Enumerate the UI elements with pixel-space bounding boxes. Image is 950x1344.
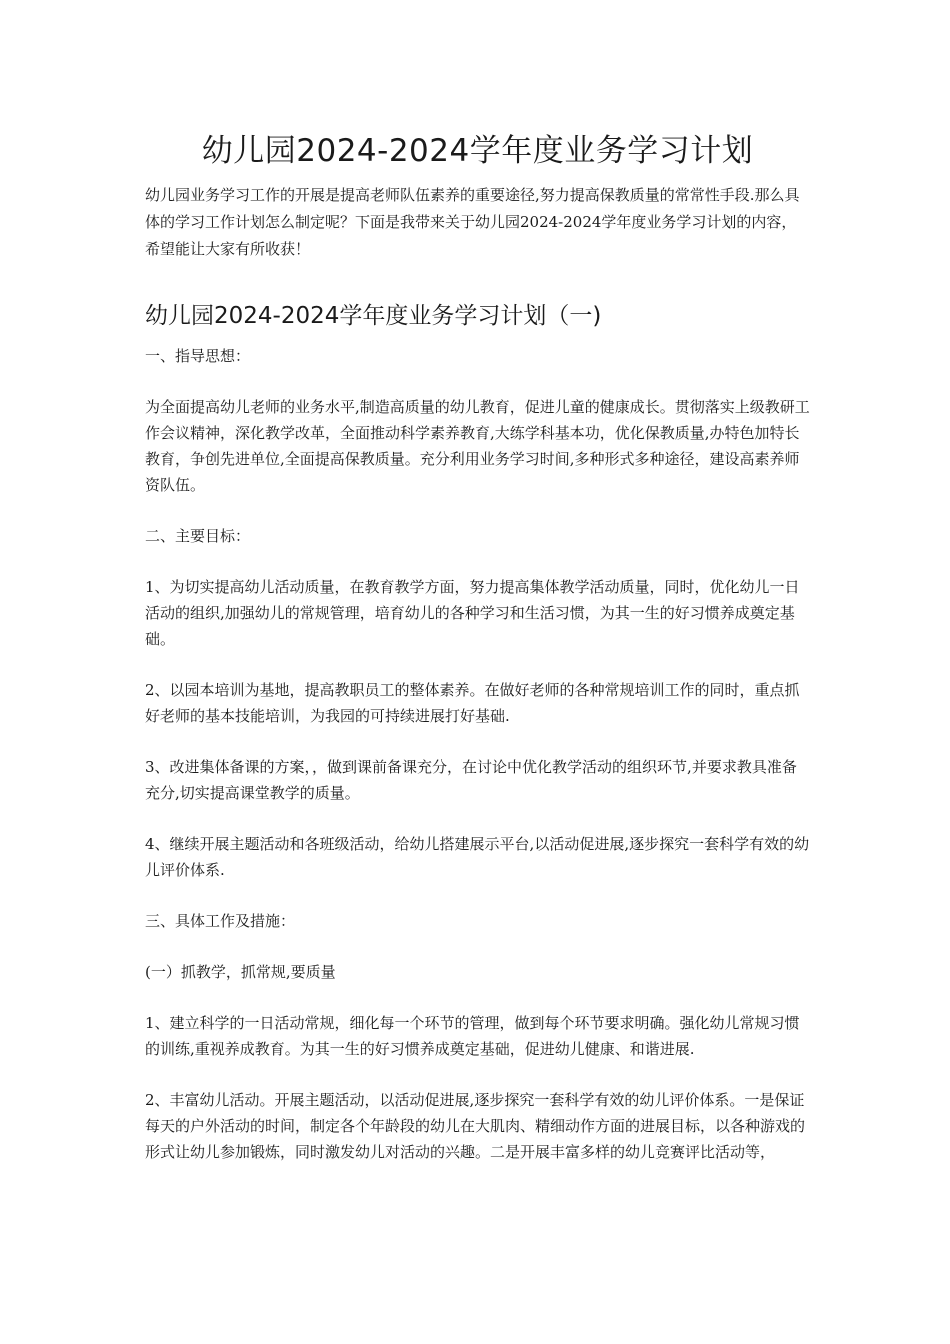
measure-item-1: 1、建立科学的一日活动常规，细化每一个环节的管理，做到每个环节要求明确。强化幼儿常规习惯的训练,重视养成教育。为其一生的好习惯养成奠定基础，促进幼儿健康、和谐进展.: [145, 1014, 800, 1058]
goal-item-2: 2、以园本培训为基地，提高教职员工的整体素养。在做好老师的各种常规培训工作的同时，重点抓好老师的基本技能培训，为我园的可持续进展打好基础.: [145, 681, 800, 725]
heading-main-goals: 二、主要目标：: [145, 527, 251, 545]
goal-item-3: 3、改进集体备课的方案，，做到课前备课充分，在讨论中优化教学活动的组织环节,并要求教具准备充分,切实提高课堂教学的质量。: [145, 758, 797, 802]
goal-item-1: 1、为切实提高幼儿活动质量，在教育教学方面，努力提高集体教学活动质量，同时，优化幼儿一日活动的组织,加强幼儿的常规管理，培育幼儿的各种学习和生活习惯，为其一生的好习惯养成奠定基础。: [145, 578, 800, 648]
paragraph-guiding-ideology: 为全面提高幼儿老师的业务水平,制造高质量的幼儿教育，促进儿童的健康成长。贯彻落实上级教研工作会议精神，深化教学改革，全面推动科学素养教育,大练学科基本功，优化保教质量,办特色加特长教育，争创先进单位,全面提高保教质量。充分利用业务学习时间,多种形式多种途径，建设高素养师资队伍。: [145, 398, 810, 494]
document-title: 幼儿园2024-2024学年度业务学习计划: [201, 133, 754, 169]
heading-guiding-ideology: 一、指导思想：: [145, 347, 251, 365]
intro-paragraph: 幼儿园业务学习工作的开展是提高老师队伍素养的重要途径,努力提高保教质量的常常性手段.那么具体的学习工作计划怎么制定呢？下面是我带来关于幼儿园2024-2024学年度业务学习计划的内容，希望能让大家有所收获！: [145, 186, 800, 258]
heading-work-measures: 三、具体工作及措施：: [145, 912, 296, 930]
measure-item-2: 2、丰富幼儿活动。开展主题活动，以活动促进展,逐步探究一套科学有效的幼儿评价体系。一是保证每天的户外活动的时间，制定各个年龄段的幼儿在大肌肉、精细动作方面的进展目标，以各种游戏的形式让幼儿参加锻炼，同时激发幼儿对活动的兴趣。二是开展丰富多样的幼儿竞赛评比活动等，: [145, 1091, 806, 1161]
subheading-teaching-routine: (一）抓教学，抓常规,要质量: [145, 963, 336, 981]
goal-item-4: 4、继续开展主题活动和各班级活动，给幼儿搭建展示平台,以活动促进展,逐步探究一套科学有效的幼儿评价体系.: [145, 835, 810, 879]
section-title: 幼儿园2024-2024学年度业务学习计划（一): [145, 303, 602, 329]
